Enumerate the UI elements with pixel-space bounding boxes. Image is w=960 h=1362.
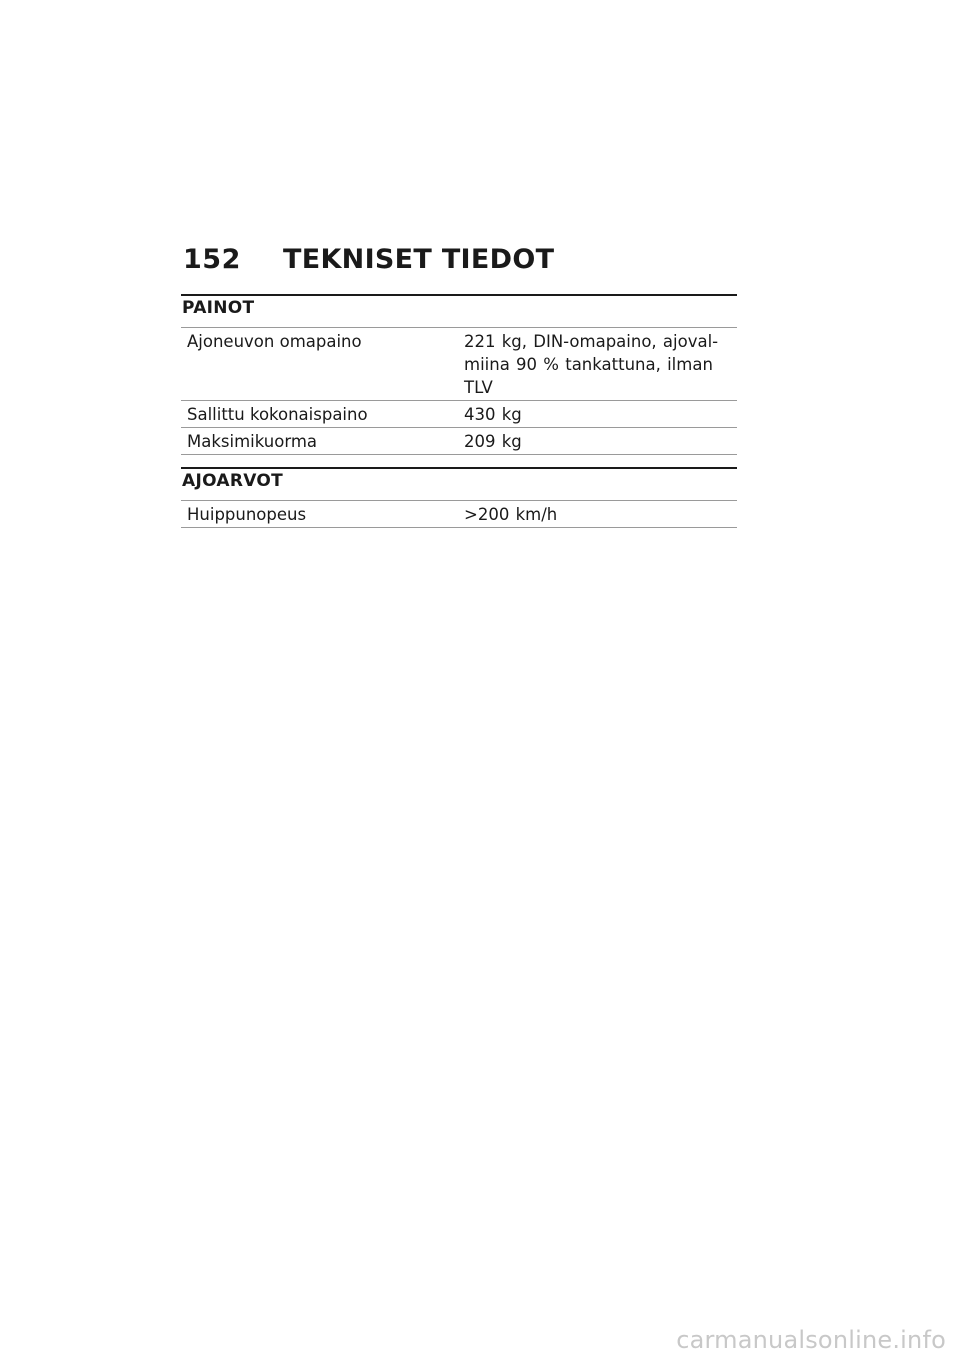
page-number: 152 bbox=[183, 244, 241, 275]
spec-label: Sallittu kokonaispaino bbox=[187, 405, 368, 424]
spec-value-line: miina 90 % tankattuna, ilman bbox=[464, 355, 713, 374]
section-weights bbox=[181, 294, 737, 455]
table-row bbox=[181, 401, 737, 428]
spec-value-line: 430 kg bbox=[464, 405, 522, 424]
section-title-bar bbox=[181, 294, 737, 327]
section-title: AJOARVOT bbox=[182, 471, 284, 491]
spec-value-line: TLV bbox=[464, 378, 493, 397]
table-row bbox=[181, 501, 737, 528]
section-title-bar bbox=[181, 467, 737, 500]
spec-value bbox=[464, 401, 737, 428]
spec-value bbox=[464, 501, 737, 528]
spec-value-line: 209 kg bbox=[464, 432, 522, 451]
table-row bbox=[181, 328, 737, 401]
section-performance bbox=[181, 467, 737, 528]
spec-table-performance bbox=[181, 500, 737, 528]
spec-label: Ajoneuvon omapaino bbox=[187, 332, 362, 351]
spec-value bbox=[464, 428, 737, 455]
watermark: carmanualsonline.info bbox=[676, 1326, 946, 1354]
spec-table-weights bbox=[181, 327, 737, 455]
spec-label: Huippunopeus bbox=[187, 505, 307, 524]
chapter-title: TEKNISET TIEDOT bbox=[283, 244, 555, 275]
spec-value bbox=[464, 328, 737, 401]
page-header bbox=[183, 244, 554, 275]
section-title: PAINOT bbox=[182, 298, 255, 318]
spec-value-line: >200 km/h bbox=[464, 505, 558, 524]
table-row bbox=[181, 428, 737, 455]
spec-value-line: 221 kg, DIN-omapaino, ajoval- bbox=[464, 332, 719, 351]
spec-label: Maksimikuorma bbox=[187, 432, 318, 451]
